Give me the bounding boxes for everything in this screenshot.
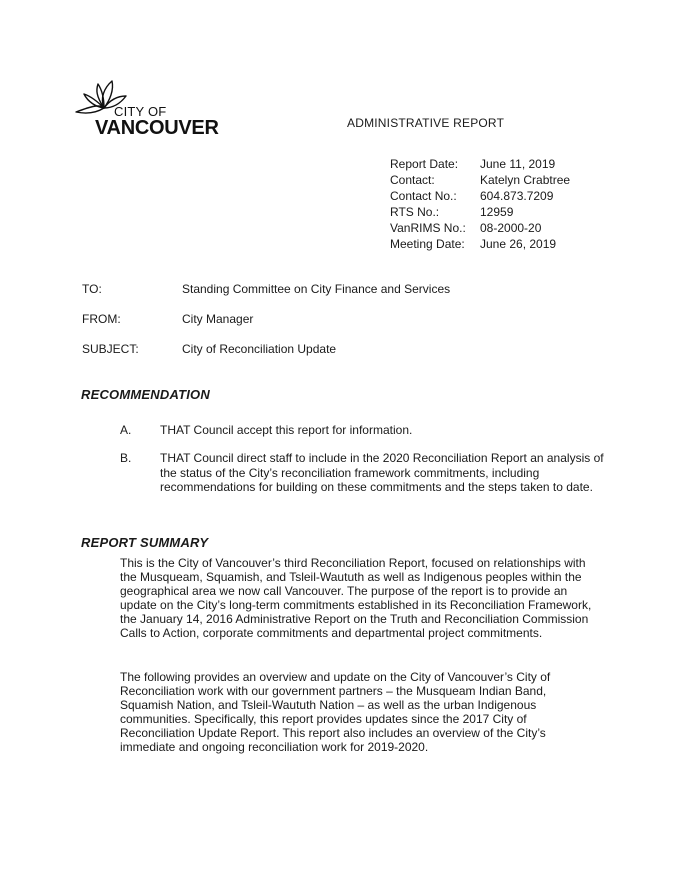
recommendation-letter: B.: [120, 451, 132, 465]
city-of-vancouver-logo: [74, 78, 234, 140]
meta-label: Report Date:: [390, 157, 459, 171]
meta-row-rts-no: [390, 204, 570, 220]
meta-label: Contact No.:: [390, 189, 457, 203]
to-label: TO:: [82, 282, 102, 296]
recommendation-letter: A.: [120, 423, 132, 437]
summary-paragraph: This is the City of Vancouver’s third Reconciliation Report, focused on relationships with the Musqueam, Squamish, and Tsleil-Waututh as well as Indigenous peoples within the geographical area we now call Vancouver. The purpose of the report is to provide an update on the City’s long-term commitments established in its Reconciliation Framework, the January 14, 2016 Administrative Report on the Truth and Reconciliation Commission Calls to Action, corporate commitments and departmental project commitments.: [120, 556, 592, 640]
recommendation-item-a: [120, 423, 600, 439]
meta-row-contact-no: [390, 188, 570, 204]
meta-label: Contact:: [390, 173, 435, 187]
meta-label: RTS No.:: [390, 205, 440, 219]
to-value: Standing Committee on City Finance and Services: [182, 282, 451, 296]
meta-row-contact: [390, 172, 570, 188]
meta-row-vanrims-no: [390, 220, 570, 236]
logo-vancouver-text: VANCOUVER: [95, 117, 219, 139]
meta-label: Meeting Date:: [390, 237, 465, 251]
recommendation-text: THAT Council direct staff to include in the 2020 Reconciliation Report an analysis of the status of the City’s reconciliation framework commitments, including recommendations for building on these commitments and the steps taken to date.: [160, 451, 604, 494]
subject-label: SUBJECT:: [82, 342, 139, 356]
meta-value: 12959: [480, 205, 514, 219]
meta-value: Katelyn Crabtree: [480, 173, 571, 187]
summary-paragraph: The following provides an overview and update on the City of Vancouver’s City of Reconciliation work with our government partners – the Musqueam Indian Band, Squamish Nation, and Tsleil-Waututh Nation – as well as the urban Indigenous communities. Specifically, this report provides updates since the 2017 City of Reconciliation Update Report. This report also includes an overview of the City’s immediate and ongoing reconciliation work for 2019-2020.: [120, 670, 551, 754]
meta-value: 08-2000-20: [480, 221, 542, 235]
meta-row-meeting-date: [390, 236, 570, 252]
logo-city-of-text: CITY OF: [114, 104, 167, 119]
meta-label: VanRIMS No.:: [390, 221, 466, 235]
report-title: ADMINISTRATIVE REPORT: [347, 116, 505, 130]
recommendation-text: THAT Council accept this report for information.: [160, 423, 413, 437]
subject-value: City of Reconciliation Update: [182, 342, 337, 356]
report-summary-heading: REPORT SUMMARY: [81, 535, 209, 550]
recommendation-heading: RECOMMENDATION: [81, 387, 210, 402]
from-label: FROM:: [82, 312, 121, 326]
meta-value: June 26, 2019: [480, 237, 557, 251]
meta-value: June 11, 2019: [480, 157, 556, 171]
recommendation-item-b: [120, 451, 604, 511]
report-meta-table: [390, 156, 570, 252]
from-value: City Manager: [182, 312, 254, 326]
meta-value: 604.873.7209: [480, 189, 554, 203]
meta-row-report-date: [390, 156, 570, 172]
